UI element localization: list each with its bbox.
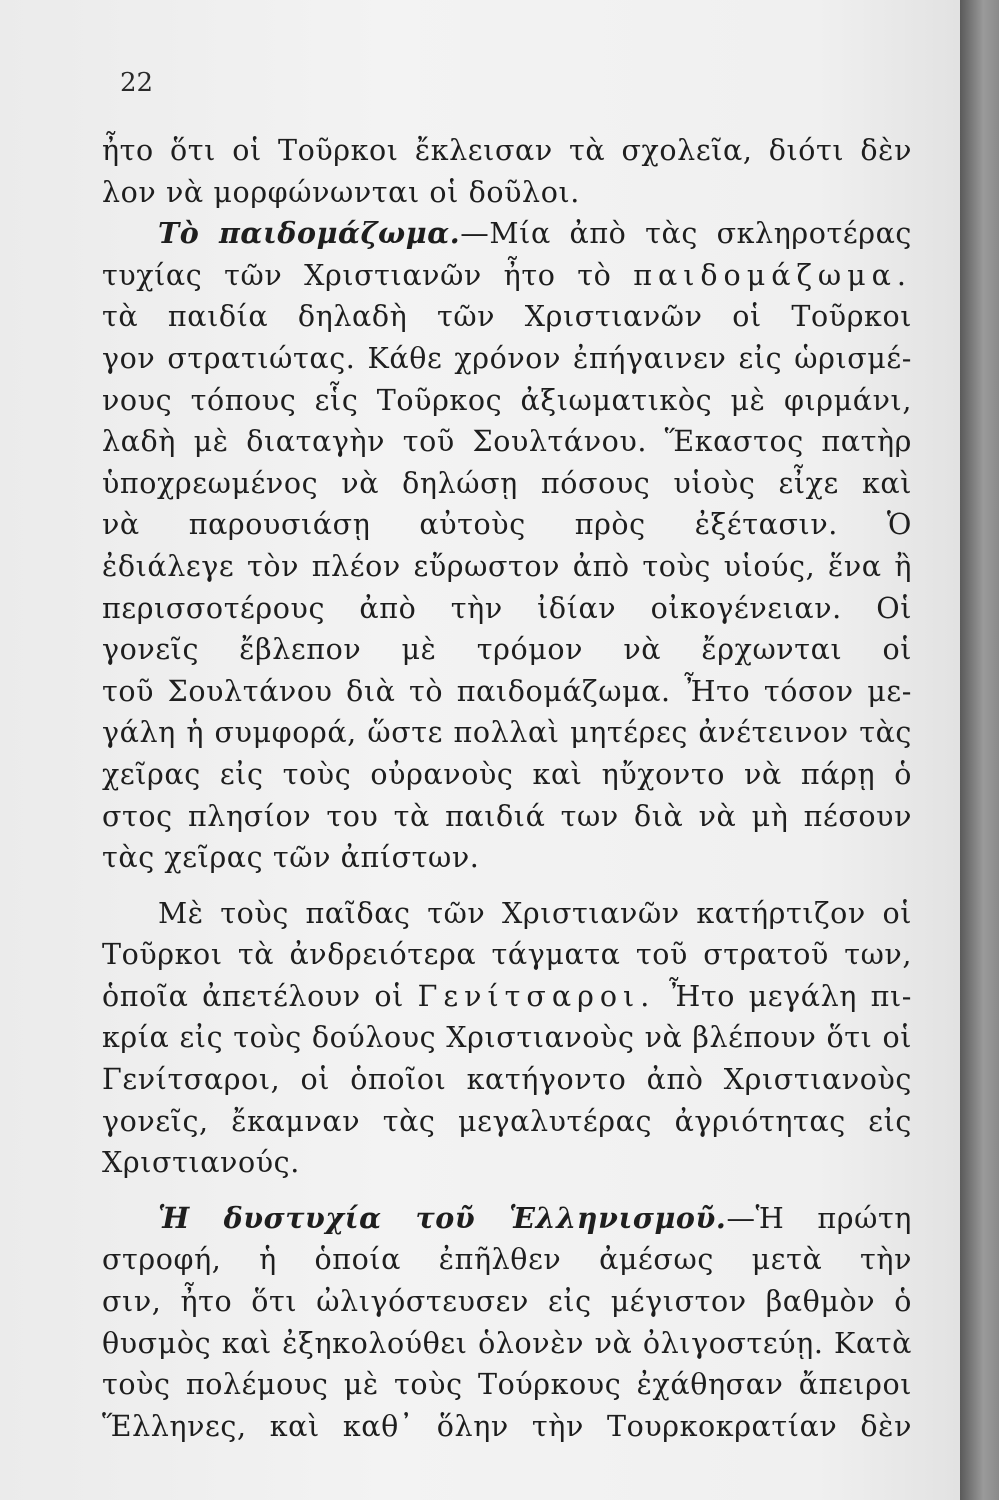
paragraph-gap bbox=[102, 879, 912, 893]
paragraph-heading-line bbox=[102, 1198, 912, 1240]
text-line: Ἕλληνες, καὶ καθ᾿ ὅλην τὴν Τουρκοκρατίαν δὲν bbox=[102, 1409, 912, 1443]
text-line: τοὺς πολέμους μὲ τοὺς Τούρκους ἐχάθησαν ἄπειροι bbox=[102, 1368, 912, 1402]
paragraph-gap bbox=[102, 1184, 912, 1198]
text-line: γον στρατιώτας. Κάθε χρόνον ἐπήγαινεν εἰς ὡρισμέ- bbox=[102, 341, 912, 375]
section-heading: Ἡ δυστυχία τοῦ Ἑλληνισμοῦ. bbox=[158, 1200, 727, 1235]
text-line: τὰς χεῖρας τῶν ἀπίστων. bbox=[102, 841, 480, 875]
text-line: νὰ παρουσιάσῃ αὐτοὺς πρὸς ἐξέτασιν. Ὁ bbox=[102, 508, 912, 542]
text-line: τοῦ Σουλτάνου διὰ τὸ παιδομάζωμα. Ἦτο τόσον με- bbox=[102, 674, 912, 708]
text-fragment: Ἦτο μεγάλη πι- bbox=[655, 979, 912, 1013]
emphasized-term: Γενίτσαροι. bbox=[417, 979, 656, 1013]
text-line: ἦτο ὅτι οἱ Τοῦρκοι ἔκλεισαν τὰ σχολεῖα, διότι δὲν bbox=[102, 134, 912, 167]
text-line: Τοῦρκοι τὰ ἀνδρειότερα τάγματα τοῦ στρατοῦ των, bbox=[102, 938, 912, 972]
text-line: ὑποχρεωμένος νὰ δηλώσῃ πόσους υἱοὺς εἶχε καὶ bbox=[102, 466, 912, 500]
text-line: λαδὴ μὲ διαταγὴν τοῦ Σουλτάνου. Ἕκαστος πατὴρ bbox=[102, 425, 912, 459]
text-line: περισσοτέρους ἀπὸ τὴν ἰδίαν οἰκογένειαν. Οἱ bbox=[102, 591, 912, 625]
text-line: νους τόπους εἷς Τοῦρκος ἀξιωματικὸς μὲ φιρμάνι, bbox=[102, 383, 912, 417]
text-line: στος πλησίον του τὰ παιδιά των διὰ νὰ μὴ πέσουν bbox=[102, 799, 912, 833]
page-edge-shadow bbox=[960, 0, 999, 1500]
text-line: γονεῖς, ἔκαμναν τὰς μεγαλυτέρας ἀγριότητας εἰς bbox=[102, 1104, 912, 1138]
text-line: στροφή, ἡ ὁποία ἐπῆλθεν ἀμέσως μετὰ τὴν bbox=[102, 1243, 912, 1277]
text-line bbox=[102, 255, 912, 297]
text-line: λον νὰ μορφώνωνται οἱ δοῦλοι. bbox=[102, 175, 580, 209]
text-line: Χριστιανούς. bbox=[102, 1146, 300, 1180]
text-line: γάλη ἡ συμφορά, ὥστε πολλαὶ μητέρες ἀνέτεινον τὰς bbox=[102, 716, 912, 750]
text-line: θυσμὸς καὶ ἐξηκολούθει ὁλονὲν νὰ ὀλιγοστεύῃ. Κατὰ bbox=[102, 1326, 912, 1360]
text-line: χεῖρας εἰς τοὺς οὐρανοὺς καὶ ηὔχοντο νὰ πάρῃ ὁ bbox=[102, 757, 912, 791]
text-line: γονεῖς ἔβλεπον μὲ τρόμον νὰ ἔρχωνται οἱ bbox=[102, 633, 912, 667]
text-line: κρία εἰς τοὺς δούλους Χριστιανοὺς νὰ βλέπουν ὅτι οἱ bbox=[102, 1021, 912, 1055]
text-line: ἐδιάλεγε τὸν πλέον εὔρωστον ἀπὸ τοὺς υἱούς, ἕνα ἢ bbox=[102, 549, 912, 583]
paragraph-heading-line bbox=[102, 213, 912, 255]
text-fragment: ὁποῖα ἀπετέλουν οἱ bbox=[102, 979, 418, 1013]
text-fragment: τυχίας τῶν Χριστιανῶν ἦτο τὸ bbox=[102, 258, 634, 292]
section-heading: Τὸ παιδομάζωμα. bbox=[158, 216, 461, 251]
body-text bbox=[102, 130, 912, 1447]
text-line: Γενίτσαροι, οἱ ὁποῖοι κατήγοντο ἀπὸ Χριστιανοὺς bbox=[102, 1063, 912, 1097]
text-line: Μὲ τοὺς παῖδας τῶν Χριστιανῶν κατήρτιζον οἱ bbox=[158, 896, 912, 930]
page-number: 22 bbox=[120, 68, 154, 98]
text-line bbox=[102, 976, 912, 1018]
emphasized-term: παιδομάζωμα. bbox=[633, 258, 912, 292]
text-fragment: —Μία ἀπὸ τὰς σκληροτέρας bbox=[460, 217, 912, 251]
text-fragment: —Ἡ πρώτη bbox=[726, 1201, 912, 1235]
text-line: τὰ παιδία δηλαδὴ τῶν Χριστιανῶν οἱ Τοῦρκοι bbox=[102, 300, 912, 334]
text-line: σιν, ἦτο ὅτι ὠλιγόστευσεν εἰς μέγιστον βαθμὸν ὁ bbox=[102, 1285, 912, 1319]
